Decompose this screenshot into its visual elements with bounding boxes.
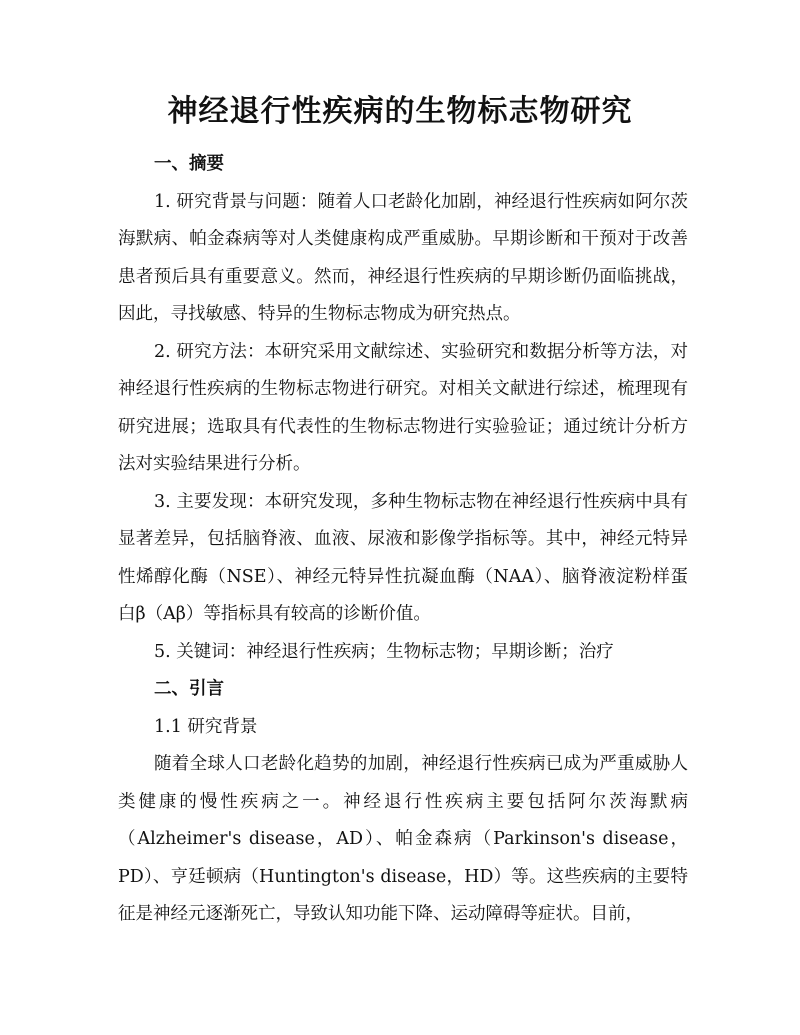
document-body: [118, 146, 688, 934]
section-heading-introduction: 二、引言: [154, 679, 224, 699]
subsection-heading-background: 1.1 研究背景: [154, 716, 258, 737]
abstract-item-methods: 2. 研究方法：本研究采用文献综述、实验研究和数据分析等方法，对神经退行性疾病的生物标志物进行研究。对相关文献进行综述，梳理现有研究进展；选取具有代表性的生物标志物进行实验验证；通过统计分析方法对实验结果进行分析。: [118, 341, 688, 474]
abstract-item-background: 1. 研究背景与问题：随着人口老龄化加剧，神经退行性疾病如阿尔茨海默病、帕金森病等对人类健康构成严重威胁。早期诊断和干预对于改善患者预后具有重要意义。然而，神经退行性疾病的早期诊断仍面临挑战，因此，寻找敏感、特异的生物标志物成为研究热点。: [118, 191, 688, 324]
abstract-item-findings: 3. 主要发现：本研究发现，多种生物标志物在神经退行性疾病中具有显著差异，包括脑脊液、血液、尿液和影像学指标等。其中，神经元特异性烯醇化酶（NSE）、神经元特异性抗凝血酶（NAA）、脑脊液淀粉样蛋白β（Aβ）等指标具有较高的诊断价值。: [118, 491, 688, 624]
abstract-item-keywords: 5. 关键词：神经退行性疾病；生物标志物；早期诊断；治疗: [154, 641, 614, 662]
section-heading-abstract: 一、摘要: [154, 154, 224, 174]
introduction-paragraph: 随着全球人口老龄化趋势的加剧，神经退行性疾病已成为严重威胁人类健康的慢性疾病之一。神经退行性疾病主要包括阿尔茨海默病（Alzheimer's disease，AD）、帕金森病（Parkinson's disease，PD）、亨廷顿病（Huntington's disease，HD）等。这些疾病的主要特征是神经元逐渐死亡，导致认知功能下降、运动障碍等症状。目前，: [118, 754, 688, 924]
document-title: 神经退行性疾病的生物标志物研究: [167, 94, 633, 129]
